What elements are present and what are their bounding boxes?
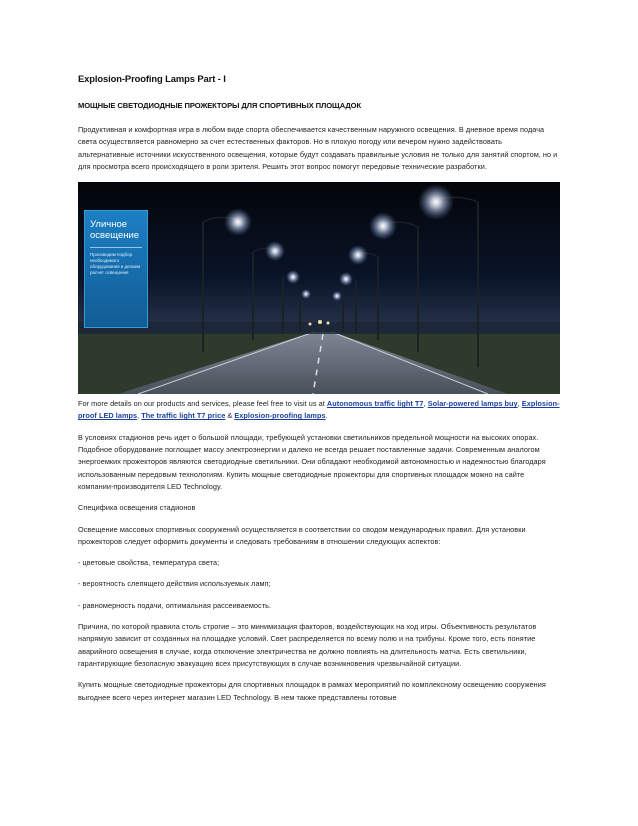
banner-title: Уличное освещение (90, 219, 140, 242)
links-sep-3: , (137, 411, 142, 421)
link-solar-powered-lamps[interactable]: Solar-powered lamps buy (427, 399, 518, 409)
rules-paragraph: Освещение массовых спортивных сооружений осуществляется в соответствии со сводом международных правил. Для установки прожекторов следует оформить документы и следовать требованиям в отношении следующих аспектов: (78, 524, 526, 546)
link-explosion-proofing-lamps[interactable]: Explosion-proofing lamps (234, 411, 326, 421)
banner-divider (90, 247, 142, 248)
link-explosion-proof-led[interactable]: Explosion-proof LED lamps (78, 399, 560, 421)
night-road-illustration (78, 182, 560, 394)
specifics-heading: Специфика освещения стадионов (78, 503, 196, 513)
bullet-item: - цветовые свойства, температура света; (78, 558, 220, 568)
links-prefix: For more details on our products and services, please feel free to visit us at (78, 399, 327, 409)
promo-banner (84, 210, 148, 328)
reason-paragraph: Причина, по которой правила столь строгие – это минимизация факторов, воздействующих на ход игры. Объективность результатов напрямую зависит от созданных на площадке условий. Свет распределяется по всему полю и на трибуны. Кроме того, есть понятие аварийного освещения в случае, когда отключение электричества не должно повлиять на длительность матча. Есть светильники, гарантирующие безопасную эвакуацию всех присутствующих в случае возникновения чрезвычайной ситуации. (78, 622, 537, 668)
stadium-paragraph: В условиях стадионов речь идет о большой площади, требующей установки светильников предельной мощности на высоких опорах. Подобное оборудование поглощает массу электроэнергии и далеко не всегда решает поставленные задачи. Современным аналогом энергоемких прожекторов являются светодиодные светильники. Они обладают необходимой автономностью и надежностью благодаря использованным передовым технологиям. Купить мощные светодиодные прожекторы для спортивных площадок можно на сайте компании-производителя LED Technology. (78, 432, 546, 491)
buy-paragraph: Купить мощные светодиодные прожекторы для спортивных площадок в рамках мероприятий по комплексному освещению сооружения выгоднее всего через интернет магазин LED Technology. В нем также представлены готовые (78, 680, 546, 702)
link-traffic-light-price[interactable]: The traffic light T7 price (141, 411, 226, 421)
links-suffix: . (325, 411, 328, 421)
document-content (78, 73, 560, 713)
intro-paragraph: Продуктивная и комфортная игра в любом виде спорта обеспечивается качественным наружного освещения. В дневное время подача света осуществляется равномерно за счет естественных факторов. Но в плохую погоду или вечером нужно задействовать альтернативные источники искусственного освещения, которые будут создавать правильные условия не только для занятий спортом, но и для просмотра всего происходящего в роли зрителя. Решить этот вопрос помогут передовые технические разработки. (78, 125, 558, 171)
links-paragraph (78, 398, 560, 423)
banner-text: Производим подбор необходимого оборудования и делаем расчет освещения (90, 252, 141, 276)
bullet-item: - равномерность подачи, оптимальная рассеиваемость. (78, 600, 272, 610)
section-heading: МОЩНЫЕ СВЕТОДИОДНЫЕ ПРОЖЕКТОРЫ ДЛЯ СПОРТИВНЫХ ПЛОЩАДОК (78, 101, 362, 110)
street-lighting-photo (78, 182, 560, 394)
link-autonomous-traffic-light[interactable]: Autonomous traffic light T7 (326, 399, 424, 409)
links-sep-4: & (225, 411, 235, 421)
links-sep-2: , (517, 399, 522, 409)
document-title: Explosion-Proofing Lamps Part - I (78, 73, 226, 84)
links-sep-1: , (423, 399, 428, 409)
bullet-item: - вероятность слепящего действия используемых ламп; (78, 579, 271, 589)
